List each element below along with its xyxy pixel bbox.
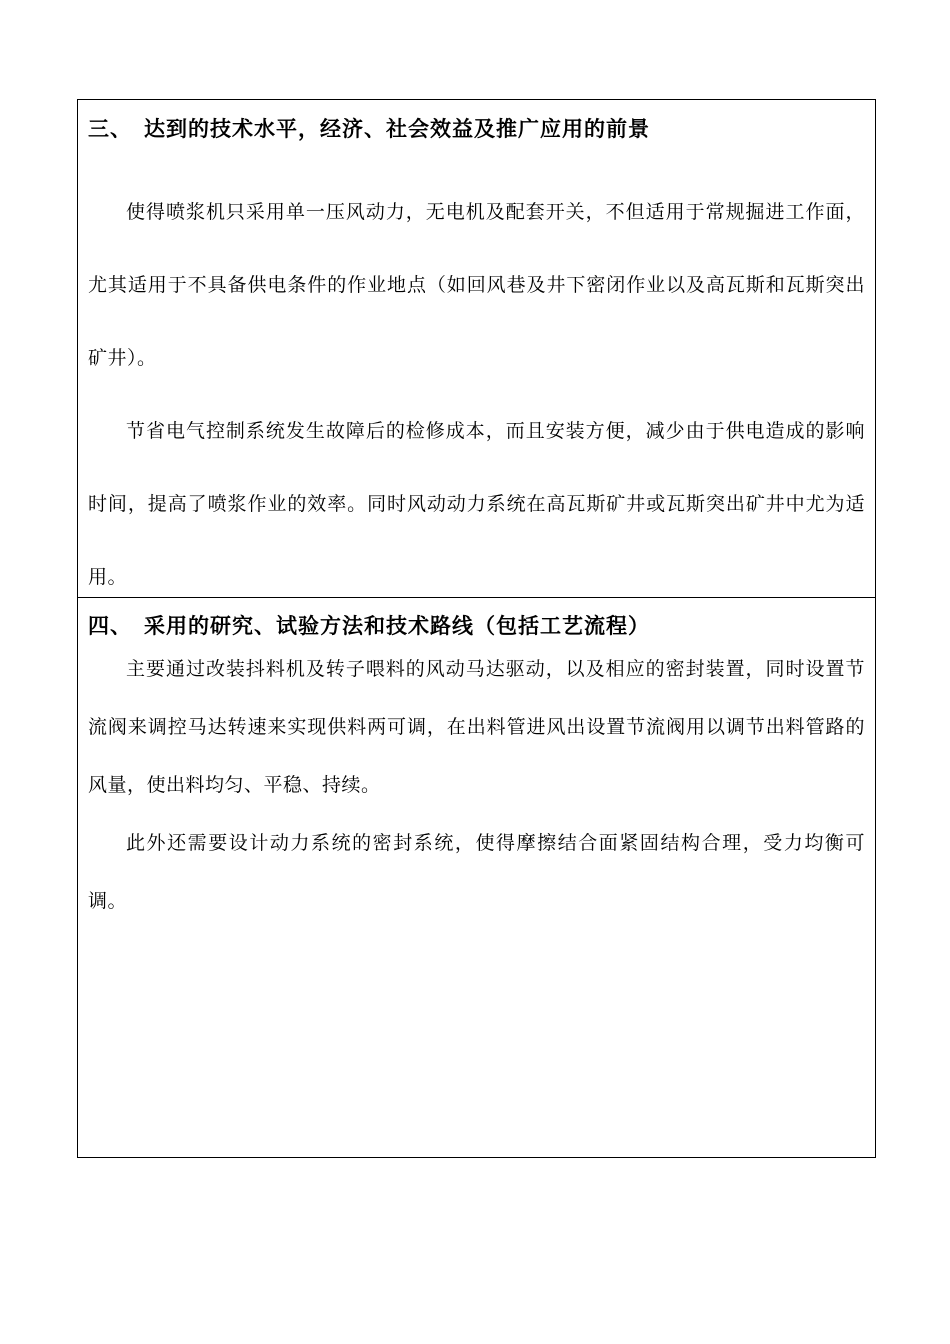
section-three-title: 达到的技术水平，经济、社会效益及推广应用的前景 xyxy=(144,117,650,141)
section-four-paragraph-2: 此外还需要设计动力系统的密封系统，使得摩擦结合面紧固结构合理，受力均衡可调。 xyxy=(88,832,865,912)
section-four-heading xyxy=(88,610,865,640)
section-four-number: 四、 xyxy=(88,614,132,638)
section-three-number: 三、 xyxy=(88,117,132,141)
form-table xyxy=(77,99,876,1158)
section-three-paragraph-2: 节省电气控制系统发生故障后的检修成本，而且安装方便，减少由于供电造成的影响时间，提高了喷浆作业的效率。同时风动动力系统在高瓦斯矿井或瓦斯突出矿井中尤为适用。 xyxy=(88,420,865,588)
section-three-paragraph-1: 使得喷浆机只采用单一压风动力，无电机及配套开关，不但适用于常规掘进工作面，尤其适用于不具备供电条件的作业地点（如回风巷及井下密闭作业以及高瓦斯和瓦斯突出矿井）。 xyxy=(88,201,865,369)
section-four-paragraph-1: 主要通过改装抖料机及转子喂料的风动马达驱动，以及相应的密封装置，同时设置节流阀来调控马达转速来实现供料两可调，在出料管进风出设置节流阀用以调节出料管路的风量，使出料均匀、平稳、持续。 xyxy=(88,658,865,796)
section-three-heading xyxy=(88,113,865,143)
section-three xyxy=(78,100,875,598)
section-four xyxy=(78,598,875,1157)
section-four-title: 采用的研究、试验方法和技术路线（包括工艺流程） xyxy=(144,614,650,638)
